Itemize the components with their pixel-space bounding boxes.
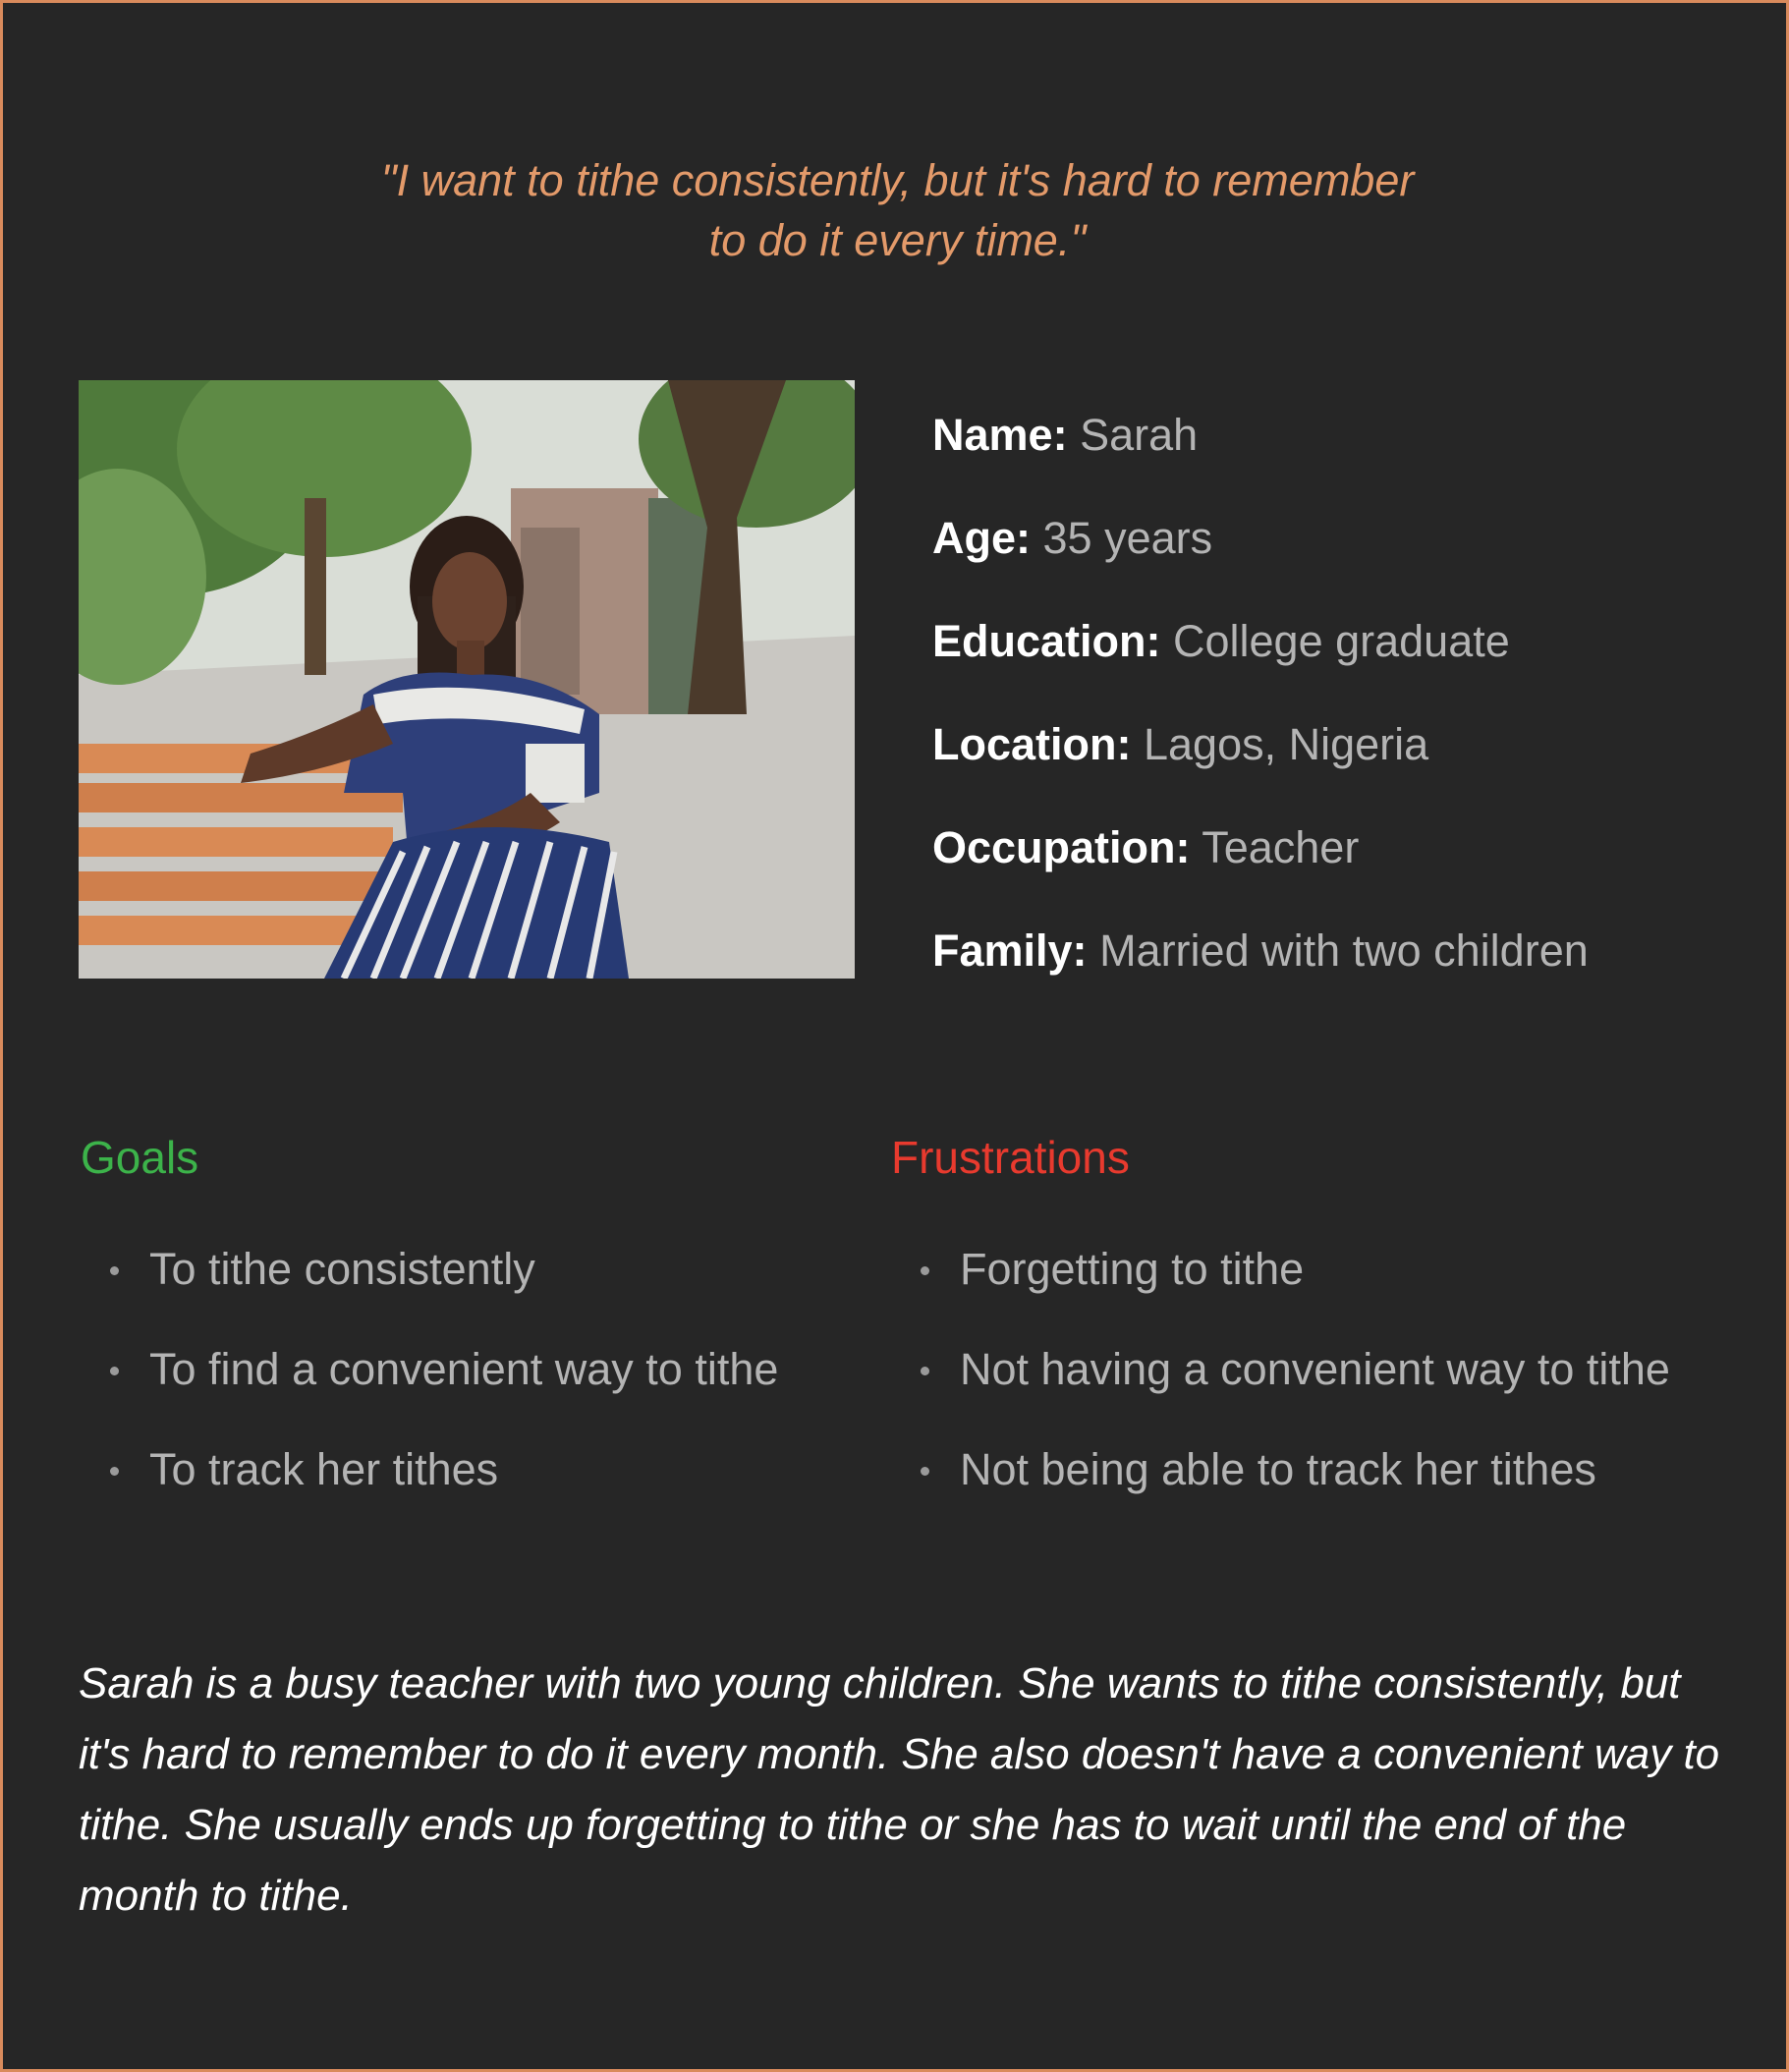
- frustration-item: [891, 1338, 1756, 1438]
- detail-age: [932, 507, 1738, 610]
- detail-name-value: Sarah: [1080, 410, 1199, 460]
- frustrations-section: [891, 1123, 1756, 1539]
- detail-family-value: Married with two children: [1099, 925, 1589, 976]
- frustration-item-text: Not being able to track her tithes: [960, 1444, 1596, 1494]
- persona-details: [932, 404, 1738, 1023]
- persona-summary: Sarah is a busy teacher with two young children. She wants to tithe consistently, but it's hard to remember to do it every month. She also doesn't have a convenient way to tithe. She usually ends up forgetting to tithe or she has to wait until the end of the month to tithe.: [79, 1659, 1720, 1920]
- detail-occupation-value: Teacher: [1202, 822, 1360, 872]
- detail-name: [932, 404, 1738, 507]
- detail-location-label: Location:: [932, 719, 1132, 769]
- goals-list: [81, 1238, 847, 1539]
- bullet-icon: [921, 1367, 929, 1375]
- detail-occupation: [932, 816, 1738, 920]
- bullet-icon: [921, 1467, 929, 1476]
- detail-family-label: Family:: [932, 925, 1088, 976]
- detail-age-label: Age:: [932, 513, 1031, 563]
- bullet-icon: [110, 1367, 119, 1375]
- frustration-item-text: Not having a convenient way to tithe: [960, 1344, 1670, 1394]
- bullet-icon: [921, 1266, 929, 1275]
- detail-name-label: Name:: [932, 410, 1068, 460]
- goal-item-text: To track her tithes: [149, 1444, 499, 1494]
- detail-location: [932, 713, 1738, 816]
- detail-occupation-label: Occupation:: [932, 822, 1191, 872]
- detail-age-value: 35 years: [1042, 513, 1213, 563]
- frustrations-heading: Frustrations: [891, 1132, 1130, 1183]
- frustration-item: [891, 1238, 1756, 1338]
- persona-photo: [79, 380, 855, 979]
- goals-heading: Goals: [81, 1132, 199, 1183]
- persona-quote: [3, 150, 1789, 270]
- frustration-item-text: Forgetting to tithe: [960, 1244, 1305, 1294]
- goals-section: [81, 1123, 847, 1539]
- goal-item-text: To tithe consistently: [149, 1244, 535, 1294]
- frustrations-list: [891, 1238, 1756, 1539]
- quote-line-2: to do it every time.": [708, 215, 1087, 265]
- bullet-icon: [110, 1266, 119, 1275]
- goal-item: [81, 1238, 847, 1338]
- goal-item-text: To find a convenient way to tithe: [149, 1344, 779, 1394]
- quote-line-1: "I want to tithe consistently, but it's hard to remember: [380, 155, 1415, 205]
- frustration-item: [891, 1438, 1756, 1539]
- detail-education-label: Education:: [932, 616, 1161, 666]
- goal-item: [81, 1438, 847, 1539]
- goal-item: [81, 1338, 847, 1438]
- detail-education: [932, 610, 1738, 713]
- detail-location-value: Lagos, Nigeria: [1144, 719, 1429, 769]
- detail-family: [932, 920, 1738, 1023]
- detail-education-value: College graduate: [1173, 616, 1510, 666]
- persona-photo-illustration: [79, 380, 855, 979]
- bullet-icon: [110, 1467, 119, 1476]
